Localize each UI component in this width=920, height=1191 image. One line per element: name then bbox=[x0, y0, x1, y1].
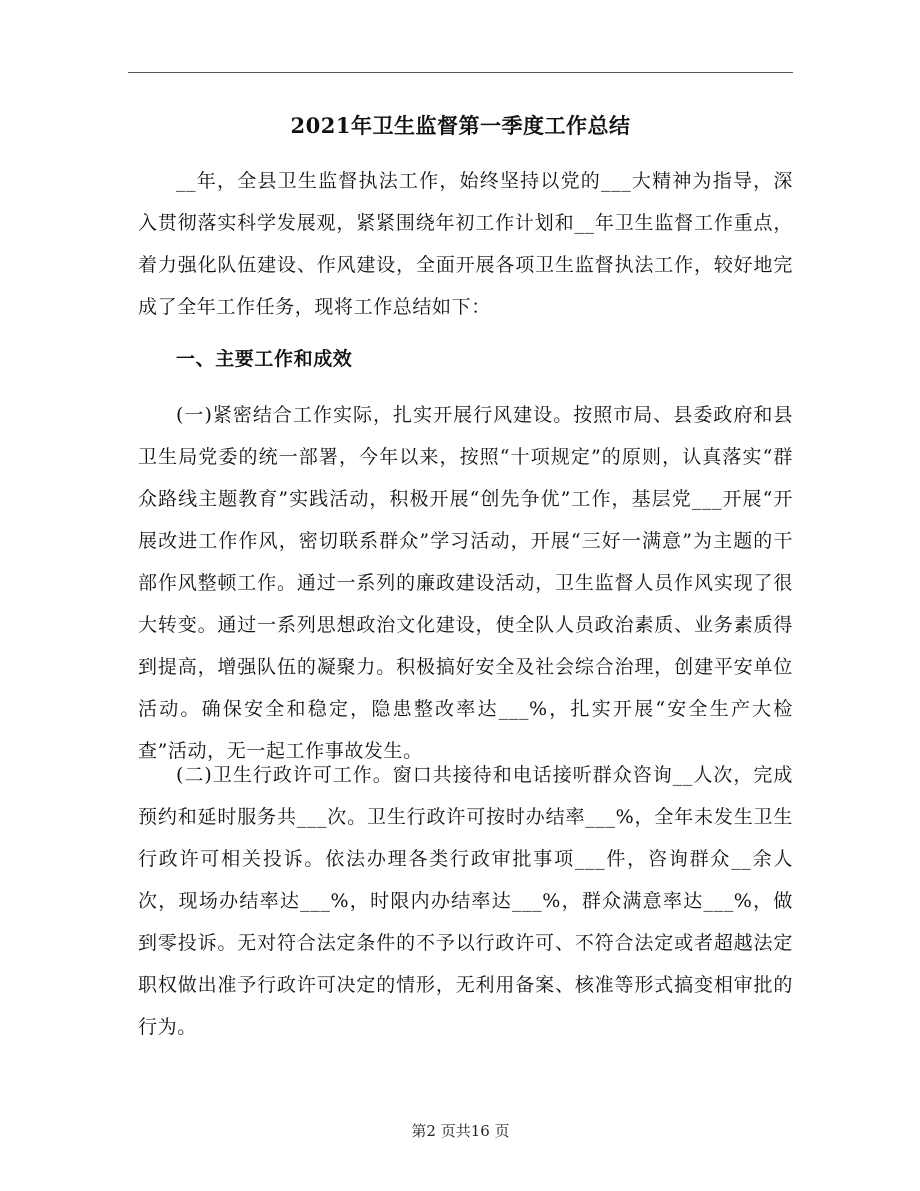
paragraph-style-building: (一)紧密结合工作实际，扎实开展行风建设。按照市局、县委政府和县卫生局党委的统一部署，今年以来，按照“十项规定”的原则，认真落实“群众路线主题教育”实践活动，积极开展“创先争优”工作，基层党___开展“开展改进工作作风，密切联系群众”学习活动，开展“三好一满意”为主题的干部作风整顿工作。通过一系列的廉政建设活动，卫生监督人员作风实现了很大转变。通过一系列思想政治文化建设，使全队人员政治素质、业务素质得到提高，增强队伍的凝聚力。积极搞好安全及社会综合治理，创建平安单位活动。确保安全和稳定，隐患整改率达___%，扎实开展“安全生产大检查”活动，无一起工作事故发生。 bbox=[138, 404, 793, 762]
document-title: 2021年卫生监督第一季度工作总结 bbox=[290, 113, 631, 138]
header-rule bbox=[128, 72, 793, 73]
intro-paragraph: __年，全县卫生监督执法工作，始终坚持以党的___大精神为指导，深入贯彻落实科学发展观，紧紧围绕年初工作计划和__年卫生监督工作重点，着力强化队伍建设、作风建设，全面开展各项卫生监督执法工作，较好地完成了全年工作任务，现将工作总结如下： bbox=[138, 170, 793, 318]
section-heading: 一、主要工作和成效 bbox=[176, 348, 353, 370]
paragraph-administrative-licensing: (二)卫生行政许可工作。窗口共接待和电话接听群众咨询__人次，完成预约和延时服务共___次。卫生行政许可按时办结率___%，全年未发生卫生行政许可相关投诉。依法办理各类行政审批事项___件，咨询群众__余人次，现场办结率达___%，时限内办结率达___%，群众满意率达___%，做到零投诉。无对符合法定条件的不予以行政许可、不符合法定或者超越法定职权做出准予行政许可决定的情形，无利用备案、核准等形式搞变相审批的行为。 bbox=[138, 764, 793, 1038]
page-number: 第2 页共16 页 bbox=[411, 1122, 510, 1140]
